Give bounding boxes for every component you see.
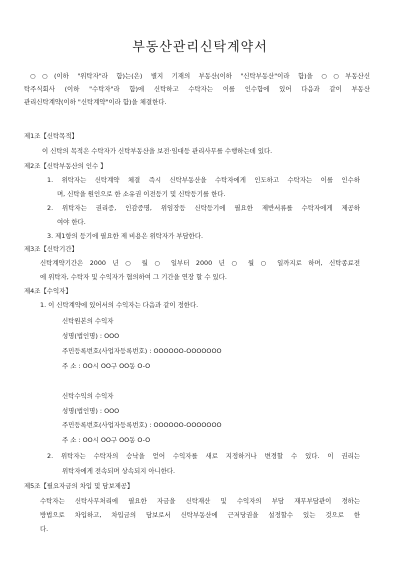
list-item-line: 며, 신탁을 원인으로 한 소유권 이전등기 및 신탁등기를 한다. — [57, 190, 226, 198]
beneficiary-label: 신탁원본의 수익자 — [62, 317, 114, 325]
beneficiary-name: 성명(법인명) : OOO — [62, 407, 120, 415]
article-body: 이 신탁의 목적은 수탁자가 신탁부동산을 보전·임대등 관리사무를 수행하는데 있다. — [42, 147, 273, 155]
intro-line: ○○(이하 "위탁자"라 함)는(은) 별지 기재의 부동산(이하 "신탁부동산"이라 함)을 ○○부동산신 — [30, 72, 370, 80]
article-body: 신탁계약기간은 2000 년 ○ 월 ○ 일부터 2000 년 ○ 월 ○ 일까지로 하며, 신탁종료전 — [40, 259, 360, 267]
article-body: 에 위탁자, 수탁자 및 수익자가 협의하여 그 기간을 연장 할 수 있다. — [40, 273, 227, 281]
intro-line: 탁주식회사 (이하 "수탁자"라 함)에 신탁하고 수탁자는 이를 인수함에 있어 다음과 같이 부동산 — [24, 85, 370, 93]
intro-line: 관리신탁계약(이하 "신탁계약"이라 함)을 체결한다. — [24, 98, 167, 106]
list-item-line: 2. 위탁자는 수탁자의 승낙을 얻어 수익자를 새로 지정하거나 변경할 수 있다. 이 권리는 — [47, 452, 360, 460]
list-item-line: 2. 위탁자는 권리증, 인감증명, 위임장등 신탁등기에 필요한 제반서류를 수탁자에게 제공하 — [47, 204, 360, 212]
list-item-line: 3. 제1항의 등기에 필요한 제 비용은 위탁자가 부담한다. — [47, 232, 204, 240]
list-item-line: 1. 이 신탁계약에 있어서의 수익자는 다음과 같이 정한다. — [40, 301, 199, 309]
beneficiary-id: 주민등록번호(사업자등록번호) : OOOOOO-OOOOOOO — [62, 347, 222, 355]
article-heading: 제2조【신탁부동산의 인수 】 — [24, 162, 107, 170]
beneficiary-label: 신탁수익의 수익자 — [62, 392, 114, 400]
list-item-line: 위탁자에게 전속되며 상속되지 아니한다. — [62, 467, 176, 475]
article-heading: 제5조【필요자금의 차입 및 담보제공】 — [24, 482, 134, 490]
article-body: 방법으로 차입하고, 차입금의 담보로서 신탁부동산에 근저당권을 설정할수 있는 것으로 한 — [40, 511, 360, 519]
beneficiary-name: 성명(법인명) : OOO — [62, 332, 120, 340]
list-item-line: 여야 한다. — [57, 218, 86, 226]
article-heading: 제4조【수익자】 — [24, 287, 72, 295]
article-body: 수탁자는 신탁사무처리에 필요한 자금을 신탁재산 및 수익자의 부담 재무부담관이 경하는 — [40, 497, 360, 505]
list-item-line: 1. 위탁자는 신탁계약 체결 즉시 신탁부동산을 수탁자에게 인도하고 수탁자는 이를 인수하 — [47, 176, 360, 184]
document-title: 부동산관리신탁계약서 — [132, 40, 268, 55]
article-heading: 제3조【신탁기간】 — [24, 245, 78, 253]
beneficiary-address: 주 소 : OO시 OO구 OO동 O-O — [62, 362, 151, 370]
article-body: 다. — [40, 525, 49, 533]
beneficiary-id: 주민등록번호(사업자등록번호) : OOOOOO-OOOOOOO — [62, 421, 222, 429]
article-heading: 제1조【신탁목적】 — [24, 132, 78, 140]
beneficiary-address: 주 소 : OO시 OO구 OO동 O-O — [62, 436, 151, 444]
